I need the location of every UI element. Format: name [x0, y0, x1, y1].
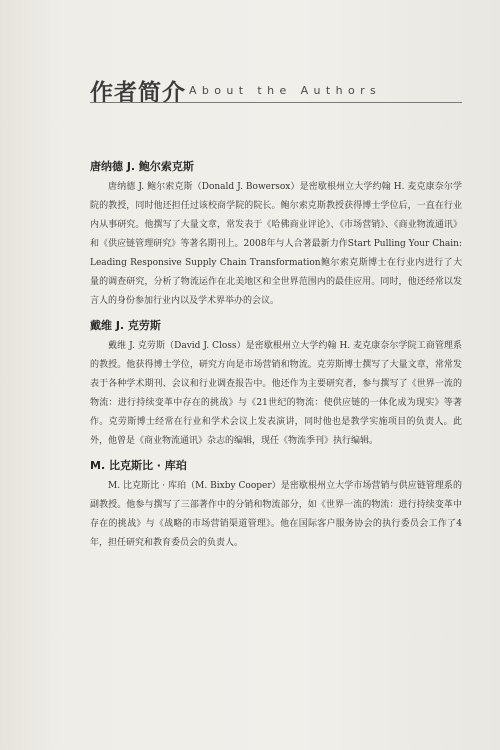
header-rule — [90, 102, 462, 103]
author-name: M. 比克斯比 · 库珀 — [90, 459, 187, 472]
author-entry — [90, 457, 462, 553]
author-bio: 唐纳德 J. 鲍尔索克斯（Donald J. Bowersox）是密歇根州立大学约翰 H. 麦克康奈尔学院的教授，同时他还担任过该校商学院的院长。鲍尔索克斯教授获得博士学位后，一直在行业内从事研究。他撰写了大量文章，常发表于《哈佛商业评论》、《市场营销》、《商业物流通讯》和《供应链管理研究》等著名期刊上。2008年与人合著最新力作Start Pulling Your Chain: Leading Responsive Supply Chain Transformation鲍尔索克斯博士在行业内进行了大量的调查研究，分析了物流运作在北美地区和全世界范围内的最佳应用。同时，他还经常以发言人的身份参加行业内以及学术界举办的会议。 — [90, 182, 462, 306]
author-entry — [90, 317, 462, 451]
author-bio: 戴维 J. 克劳斯（David J. Closs）是密歇根州立大学约翰 H. 麦克康奈尔学院工商管理系的教授。他获得博士学位，研究方向是市场营销和物流。克劳斯博士撰写了大量文章，常常发表于各种学术期刊、会议和行业调查报告中。他还作为主要研究者，参与撰写了《世界一流的物流：进行持续变革中存在的挑战》与《21世纪的物流：使供应链的一体化成为现实》等著作。克劳斯博士经常在行业和学术会议上发表演讲，同时他也是教学实施项目的负责人。此外，他曾是《商业物流通讯》杂志的编辑，现任《物流季刊》执行编辑。 — [90, 341, 462, 446]
author-entry — [90, 158, 462, 311]
section-header — [90, 74, 462, 110]
authors-list — [90, 158, 462, 553]
author-name: 戴维 J. 克劳斯 — [90, 319, 161, 332]
page-subtitle: About the Authors — [189, 84, 382, 97]
author-name: 唐纳德 J. 鲍尔索克斯 — [90, 160, 194, 173]
author-bio: M. 比克斯比 · 库珀（M. Bixby Cooper）是密歇根州立大学市场营销与供应链管理系的副教授。他参与撰写了三部著作中的分销和物流部分，如《世界一流的物流：进行持续变革中存在的挑战》与《战略的市场营销渠道管理》。他在国际客户服务协会的执行委员会工作了4年，担任研究和教育委员会的负责人。 — [90, 481, 462, 548]
page-title: 作者简介 — [90, 80, 186, 106]
